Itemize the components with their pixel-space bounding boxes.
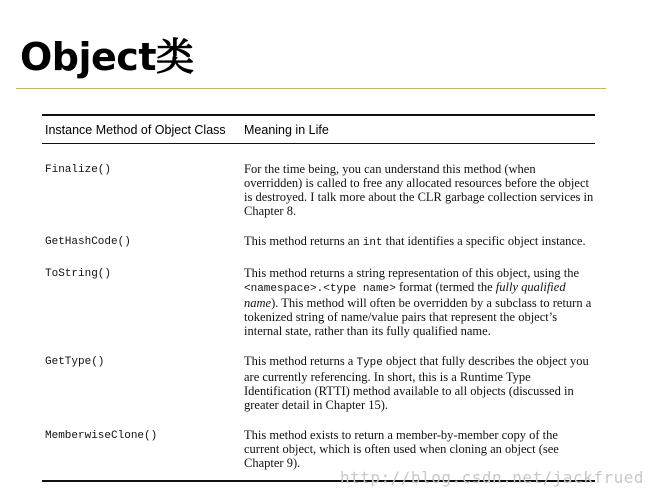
table-header-row: [42, 116, 595, 143]
description-text: This method returns a: [244, 354, 357, 368]
description-text: This method returns a string representation of this object, using the: [244, 266, 579, 280]
description-text: int: [362, 237, 383, 249]
description-text: that identifies a specific object instance.: [382, 234, 586, 248]
description-text: object that fully describes the object you are currently referencing. In short, this is a Runtime Type Identification (RTTI) method available to all objects (discussed in greater detail in Chapter 15).: [244, 354, 589, 412]
method-name: ToString(): [45, 268, 112, 280]
column-header-method: Instance Method of Object Class: [45, 122, 226, 137]
description-text: For the time being, you can understand this method (when overridden) is called to free any allocated resources before the object is destroyed. I talk more about the CLR garbage collection services in Chapter 8.: [244, 162, 594, 218]
column-header-meaning: Meaning in Life: [244, 122, 329, 137]
page-title: Object类: [20, 35, 194, 79]
description-text: <namespace>.<type name>: [244, 283, 396, 295]
description-text: ). This method will often be overridden by a subclass to return a tokenized string of name/value pairs that represent the object’s internal state, rather than its fully qualified name.: [244, 296, 592, 338]
description-text: This method returns an: [244, 234, 363, 248]
table-header-rule: [42, 143, 595, 144]
methods-table: [42, 114, 595, 482]
title-divider: [16, 88, 606, 89]
method-description: [244, 354, 595, 412]
table-row: [42, 234, 595, 250]
table-row: [42, 266, 595, 338]
watermark-url: http://blog.csdn.net/jackfrued: [340, 468, 644, 487]
method-description: [244, 428, 595, 470]
method-description: [244, 266, 595, 338]
method-description: [244, 234, 595, 250]
description-text: format (termed the: [395, 280, 496, 294]
table-row: [42, 162, 595, 218]
description-text: fully qualified name: [244, 280, 566, 310]
method-name: Finalize(): [45, 164, 112, 176]
method-name: GetType(): [45, 356, 105, 368]
table-row: [42, 354, 595, 412]
table-row: [42, 428, 595, 470]
description-text: This method exists to return a member-by-member copy of the current object, which is often used when cloning an object (see Chapter 9).: [244, 428, 559, 470]
method-description: [244, 162, 595, 218]
method-name: MemberwiseClone(): [45, 430, 158, 442]
description-text: Type: [356, 357, 383, 369]
method-name: GetHashCode(): [45, 236, 131, 248]
